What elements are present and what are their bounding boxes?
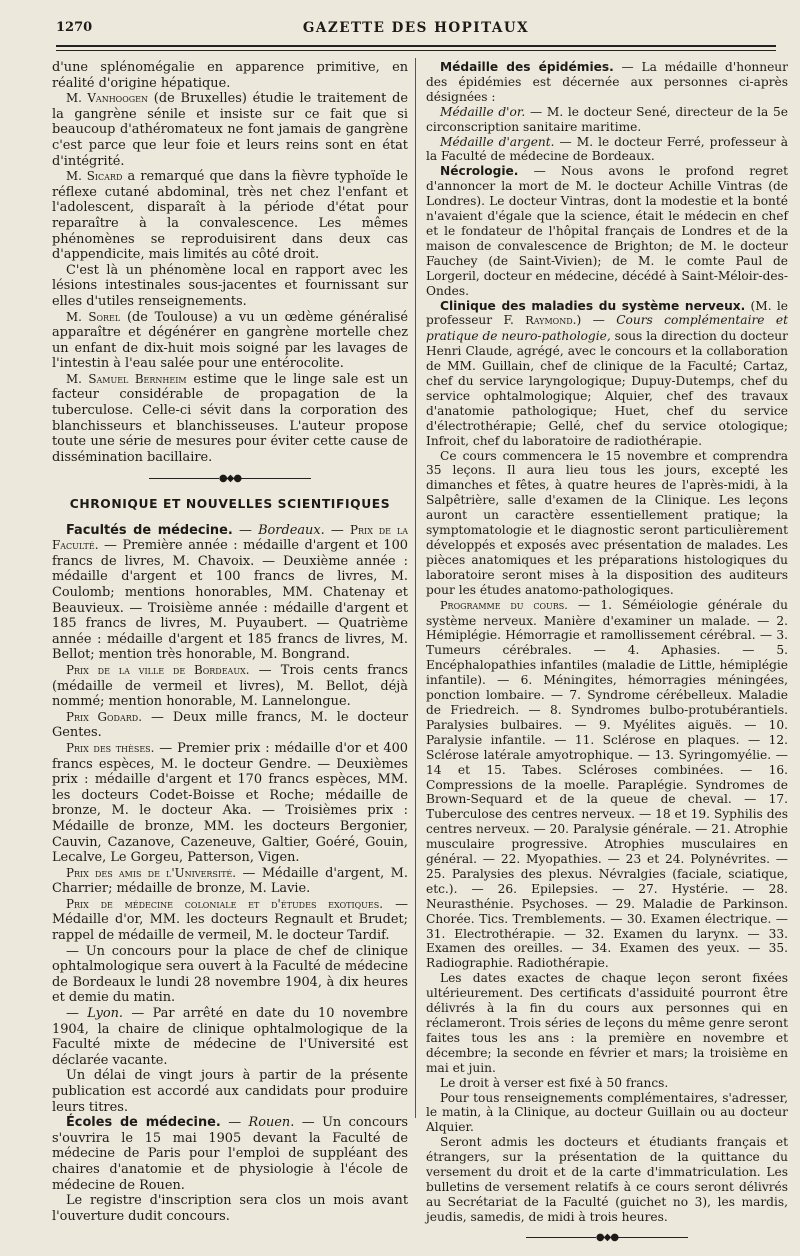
paragraph: Programme du cours. — 1. Séméiologie générale du système nerveux. Manière d'examiner un malade. — 2. Hémiplégie. Hémorragie et ramollissement cérébral. — 3. Tumeurs cérébrales. — 4. Aphasies. — 5. Encéphalopathies infantiles (maladie de Little, hémiplégie infantile). — 6. Méningites, hémorragies méningées, ponction lombaire. — 7. Syndrome cérébelleux. Maladie de Friedreich. — 8. Syndromes bulbo-protubérantiels. Paralysies bulbaires. — 9. Myélites aiguës. — 10. Paralysie infantile. — 11. Sclérose en plaques. — 12. Sclérose latérale amyotrophique. — 13. Syringomyélie. — 14 et 15. Tabes. Scléroses combinées. — 16. Compressions de la moelle. Paraplégie. Syndromes de Brown-Sequard et de la queue de cheval. — 17. Tuberculose des centres nerveux. — 18 et 19. Syphilis des centres nerveux. — 20. Paralysie générale. — 21. Atrophie musculaire progressive. Atrophies musculaires en général. — 22. Myopathies. — 23 et 24. Polynévrites. — 25. Paralysies des plexus. Névralgies (faciale, sciatique, etc.). — 26. Epilepsies. — 27. Hystérie. — 28. Neurasthénie. Psychoses. — 29. Maladie de Parkinson. Chorée. Tics. Tremblements. — 30. Examen électrique. — 31. Electrothérapie. — 32. Examen du larynx. — 33. Examen des oreilles. — 34. Examen des yeux. — 35. Radiographie. Radiothérapie. <box>426 597 788 971</box>
left-column <box>52 60 408 1224</box>
paragraph: Facultés de médecine. — Bordeaux. — Prix de la Faculté. — Première année : médaille d'argent et 100 francs de livres, M. Chavoix. — Deuxième année : médaille d'argent et 100 francs de livres, M. Coulomb; mentions honorables, MM. Chatenay et Beauvieux. — Troisième année : médaille d'argent et 185 francs de livres, M. Puyaubert. — Quatrième année : médaille d'argent et 185 francs de livres, M. Bellot; mention très honorable, M. Bongrand. <box>52 522 408 663</box>
paragraph: Prix Godard. — Deux mille francs, M. le docteur Gentes. <box>52 709 408 741</box>
header-rule <box>56 45 776 51</box>
paragraph: M. Vanhoogen (de Bruxelles) étudie le traitement de la gangrène sénile et insiste sur ce fait que si beaucoup d'athéromateux ne font jamais de gangrène c'est parce que leur foie et leurs reins sont en état d'intégrité. <box>52 91 408 169</box>
paragraph: Médaille d'or. — M. le docteur Sené, directeur de la 5e circonscription sanitaire maritime. <box>426 104 789 134</box>
paragraph: Le droit à verser est fixé à 50 francs. <box>440 1075 669 1090</box>
paragraph: Médaille des épidémies. — La médaille d'honneur des épidémies est décernée aux personnes ci-après désignées : <box>426 60 788 104</box>
page-number: 1270 <box>56 20 93 35</box>
paragraph: Seront admis les docteurs et étudiants français et étrangers, sur la présentation de la quittance du versement du droit et de la carte d'immatriculation. Les bulletins de versement relatifs à ce cours seront délivrés au Secrétariat de la Faculté (guichet no 3), les mardis, jeudis, samedis, de midi à trois heures. <box>426 1135 788 1224</box>
paragraph: M. Samuel Bernheim estime que le linge sale est un facteur considérable de propagation de la tuberculose. Celle-ci sévit dans la corporation des blanchisseurs et blanchisseuses. L'auteur propose toute une série de mesures pour éviter cette cause de dissémination bacillaire. <box>52 371 409 465</box>
paragraph: d'une splénomégalie en apparence primitive, en réalité d'origine hépatique. <box>52 60 408 91</box>
section-ornament: ●◆● <box>52 471 408 487</box>
page-header <box>56 20 776 42</box>
paragraph: M. Sicard a remarqué que dans la fièvre typhoïde le réflexe cutané abdominal, très net chez l'enfant et l'adolescent, disparaît à la période d'état pour reparaître à la convalescence. Les mêmes phénomènes se reproduisirent dans deux cas d'appendicite, mais limités au côté droit. <box>52 169 408 263</box>
paragraph: Écoles de médecine. — Rouen. — Un concours s'ouvrira le 15 mai 1905 devant la Faculté de médecine de Paris pour l'emploi de suppléant des chaires d'anatomie et de physiologie à l'école de médecine de Rouen. <box>52 1115 408 1193</box>
paragraph: Prix des thèses. — Premier prix : médaille d'or et 400 francs espèces, M. le docteur Gendre. — Deuxièmes prix : médaille d'argent et 170 francs espèces, MM. les docteurs Codet-Boisse et Roche; médaille de bronze, M. le docteur Aka. — Troisièmes prix : Médaille de bronze, MM. les docteurs Bergonier, Cauvin, Cazanove, Cazeneuve, Galtier, Goéré, Gouin, Lecalve, Le Gorgeu, Patterson, Vigen. <box>52 740 408 866</box>
paragraph: Les dates exactes de chaque leçon seront fixées ultérieurement. Des certificats d'assiduité pourront être délivrés à la fin du cours aux personnes qui en réclameront. Trois séries de leçons du même genre seront faites tous les ans : la première en novembre et décembre; la seconde en février et mars; la troisième en mai et juin. <box>426 971 788 1075</box>
right-column <box>426 60 788 1256</box>
paragraph: Nécrologie. — Nous avons le profond regret d'annoncer la mort de M. le docteur Achille Vintras (de Londres). Le docteur Vintras, dont la modestie et la bonté n'avaient d'égale que la science, était le médecin en chef et le fondateur de l'hôpital français de Londres et de la maison de convalescence de Brighton; de M. le docteur Fauchey (de Saint-Vivien); de M. le comte Paul de Lorgeril, docteur en médecine, décédé à Saint-Méloir-des-Ondes. <box>426 164 788 298</box>
paragraph: Pour tous renseignements complémentaires, s'adresser, le matin, à la Clinique, au docteur Guillain ou au docteur Alquier. <box>426 1090 788 1135</box>
column-divider <box>415 58 416 1118</box>
paragraph: Ce cours commencera le 15 novembre et comprendra 35 leçons. Il aura lieu tous les jours, excepté les dimanches et fêtes, à quatre heures de l'après-midi, à la Salpêtrière, salle d'examen de la Clinique. Les leçons auront un caractère essentiellement pratique; la symptomatologie et le diagnostic seront particulièrement développés et exposés avec présentation de malades. Les pièces anatomiques et les préparations histologiques du laboratoire seront mises à la disposition des auditeurs pour les études anatomo-pathologiques. <box>426 448 788 597</box>
paragraph: Clinique des maladies du système nerveux. (M. le professeur F. Raymond.) — Cours complémentaire et pratique de neuro-pathologie, sous la direction du docteur Henri Claude, agrégé, avec le concours et la collaboration de MM. Guillain, chef de clinique de la Faculté; Cartaz, chef du service laryngologique; Dupuy-Dutemps, chef du service ophtalmologique; Alquier, chef des travaux d'anatomie pathologique; Huet, chef du service d'électrothérapie; Gellé, chef du service otologique; Infroit, chef du laboratoire de radiothérapie. <box>426 298 788 448</box>
end-ornament: ●◆● <box>426 1231 788 1246</box>
paragraph: M. Sorel (de Toulouse) a vu un œdème généralisé apparaître et dégénérer en gangrène mortelle chez un enfant de dix-huit mois soigné par les lavages de l'intestin à l'eau salée pour une entérocolite. <box>52 309 408 372</box>
paragraph: Le registre d'inscription sera clos un mois avant l'ouverture dudit concours. <box>52 1193 408 1224</box>
section-title: CHRONIQUE ET NOUVELLES SCIENTIFIQUES <box>69 497 391 512</box>
journal-title: GAZETTE DES HOPITAUX <box>302 20 530 36</box>
paragraph: C'est là un phénomène local en rapport avec les lésions intestinales sous-jacentes et fournissant sur elles d'utiles renseignements. <box>52 262 408 309</box>
paragraph: Médaille d'argent. — M. le docteur Ferré, professeur à la Faculté de médecine de Bordeaux. <box>426 134 788 164</box>
paragraph: — Lyon. — Par arrêté en date du 10 novembre 1904, la chaire de clinique ophtalmologique de la Faculté mixte de médecine de l'Université est déclarée vacante. <box>52 1006 408 1068</box>
paragraph: — Un concours pour la place de chef de clinique ophtalmologique sera ouvert à la Faculté de médecine de Bordeaux le lundi 28 novembre 1904, à dix heures et demie du matin. <box>52 943 408 1006</box>
paragraph: Un délai de vingt jours à partir de la présente publication est accordé aux candidats pour produire leurs titres. <box>52 1068 408 1115</box>
paragraph: Prix des amis de l'Université. — Médaille d'argent, M. Charrier; médaille de bronze, M. Lavie. <box>52 865 408 897</box>
paragraph: Prix de la ville de Bordeaux. — Trois cents francs (médaille de vermeil et livres), M. Bellot, déjà nommé; mention honorable, M. Lannelongue. <box>52 662 408 710</box>
paragraph: Prix de médecine coloniale et d'études exotiques. — Médaille d'or, MM. les docteurs Regnault et Brudet; rappel de médaille de vermeil, M. le docteur Tardif. <box>52 896 408 944</box>
